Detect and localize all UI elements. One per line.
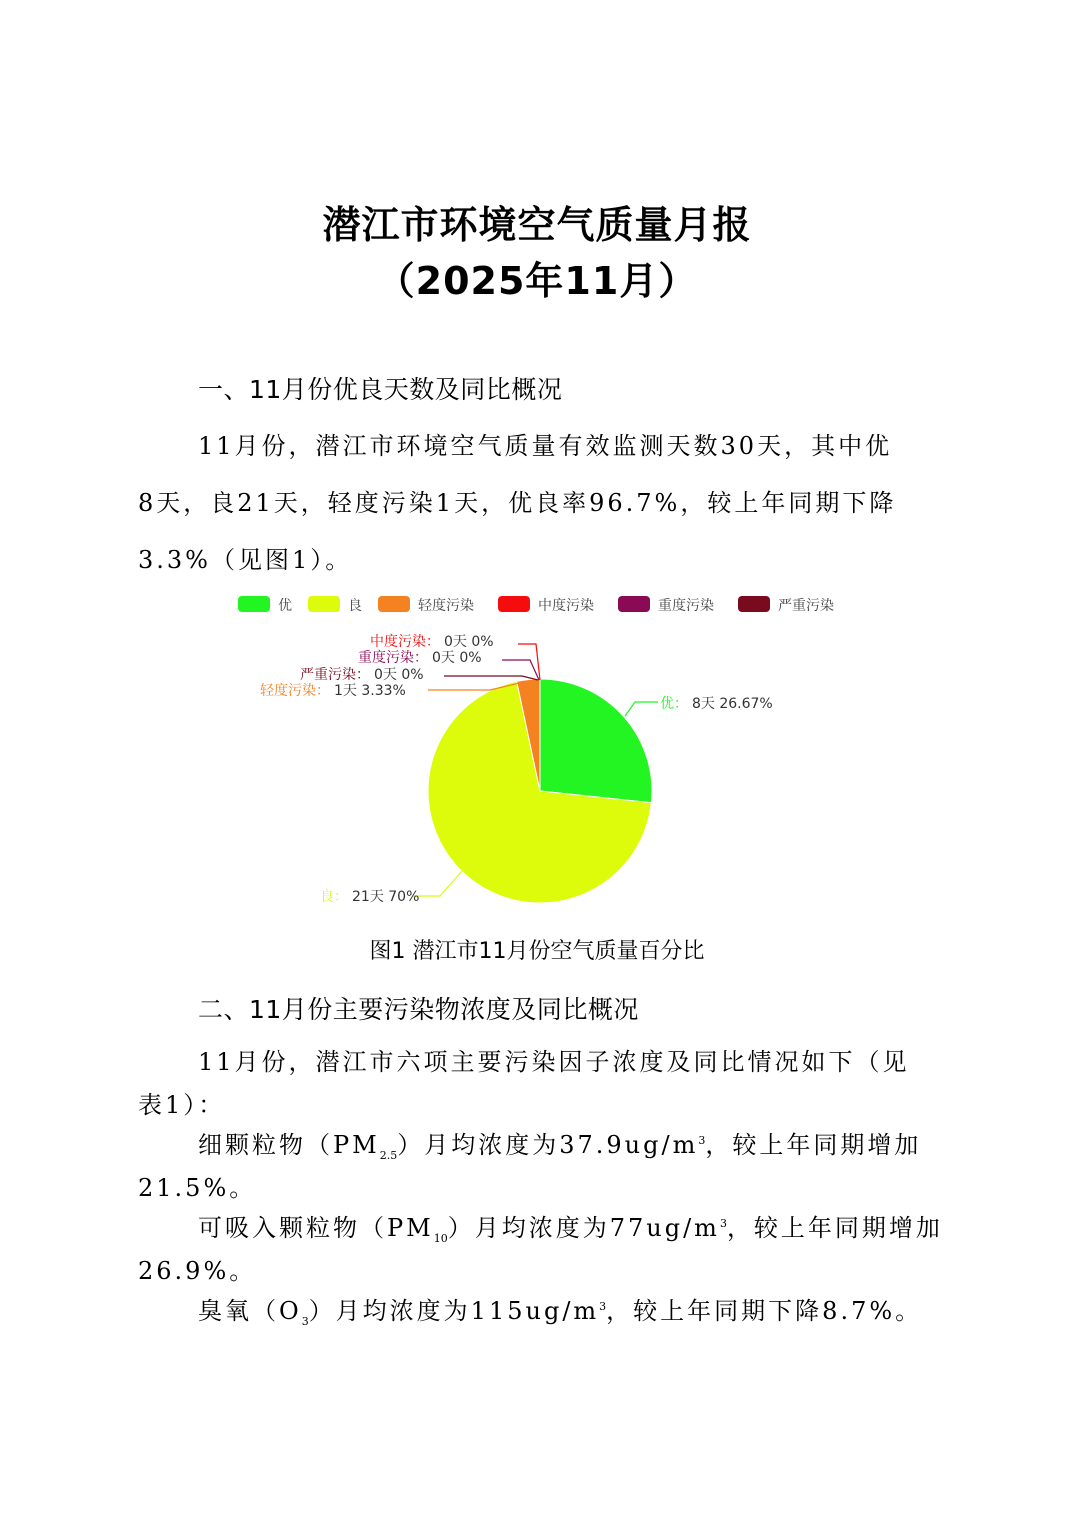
section1-line1: 11月份，潜江市环境空气质量有效监测天数30天，其中优	[198, 432, 893, 460]
pm10-line-cont: 26.9%。	[138, 1257, 257, 1285]
label-line-5	[444, 676, 538, 680]
section1-heading: 一、11月份优良天数及同比概况	[198, 375, 563, 404]
pie-slice-0	[540, 679, 652, 803]
pm10-line: 可吸入颗粒物$(PM_{10})$月均浓度为$77ug/m^3$，较上年同期增加	[198, 1214, 943, 1245]
legend-swatch-2	[378, 596, 410, 612]
legend-label-5: 严重污染	[778, 598, 834, 614]
slice-name-4: 重度污染：	[358, 650, 428, 666]
slice-name-2: 轻度污染：	[260, 683, 330, 699]
slice-name-1: 良：	[320, 889, 348, 905]
legend-label-0: 优	[278, 598, 292, 614]
label-line-0	[625, 702, 658, 716]
slice-value-0: 8天 26.67%	[692, 696, 773, 712]
pm25-line-cont: 21.5%。	[138, 1174, 257, 1202]
legend-swatch-3	[498, 596, 530, 612]
slice-value-3: 0天 0%	[444, 634, 494, 650]
legend-label-3: 中度污染	[538, 598, 594, 614]
chart-caption: 图1 潜江市11月份空气质量百分比	[369, 939, 705, 964]
legend-swatch-5	[738, 596, 770, 612]
o3-line: 臭氧$(O_3)$月均浓度为$115ug/m^3$，较上年同期下降8.7%。	[198, 1297, 923, 1328]
label-line-1	[412, 871, 462, 896]
report-title: 潜江市环境空气质量月报	[322, 203, 752, 247]
section1-line3: 3.3%（见图1）。	[138, 546, 353, 574]
section2-intro-line1: 11月份，潜江市六项主要污染因子浓度及同比情况如下（见	[198, 1048, 910, 1076]
air-quality-pie-chart	[230, 588, 850, 918]
label-line-4	[502, 660, 539, 680]
legend-swatch-1	[308, 596, 340, 612]
section1-line2: 8天，良21天，轻度污染1天，优良率96.7%，较上年同期下降	[138, 489, 897, 517]
slice-value-5: 0天 0%	[374, 667, 424, 683]
legend-swatch-4	[618, 596, 650, 612]
legend-swatch-0	[238, 596, 270, 612]
slice-name-5: 严重污染：	[300, 667, 370, 683]
legend-label-1: 良	[348, 598, 362, 614]
slice-value-4: 0天 0%	[432, 650, 482, 666]
section2-intro-line2: 表1）：	[138, 1091, 226, 1119]
section2-heading: 二、11月份主要污染物浓度及同比概况	[198, 995, 639, 1024]
slice-value-2: 1天 3.33%	[334, 683, 406, 699]
pm25-line: 细颗粒物$(PM_{2.5})$月均浓度为$37.9ug/m^3$，较上年同期增加	[198, 1131, 922, 1162]
slice-value-1: 21天 70%	[352, 889, 420, 905]
slice-name-0: 优：	[660, 696, 688, 712]
slice-name-3: 中度污染：	[370, 634, 440, 650]
report-subtitle: （2025年11月）	[376, 259, 698, 303]
legend-label-2: 轻度污染	[418, 598, 474, 614]
legend-label-4: 重度污染	[658, 598, 714, 614]
